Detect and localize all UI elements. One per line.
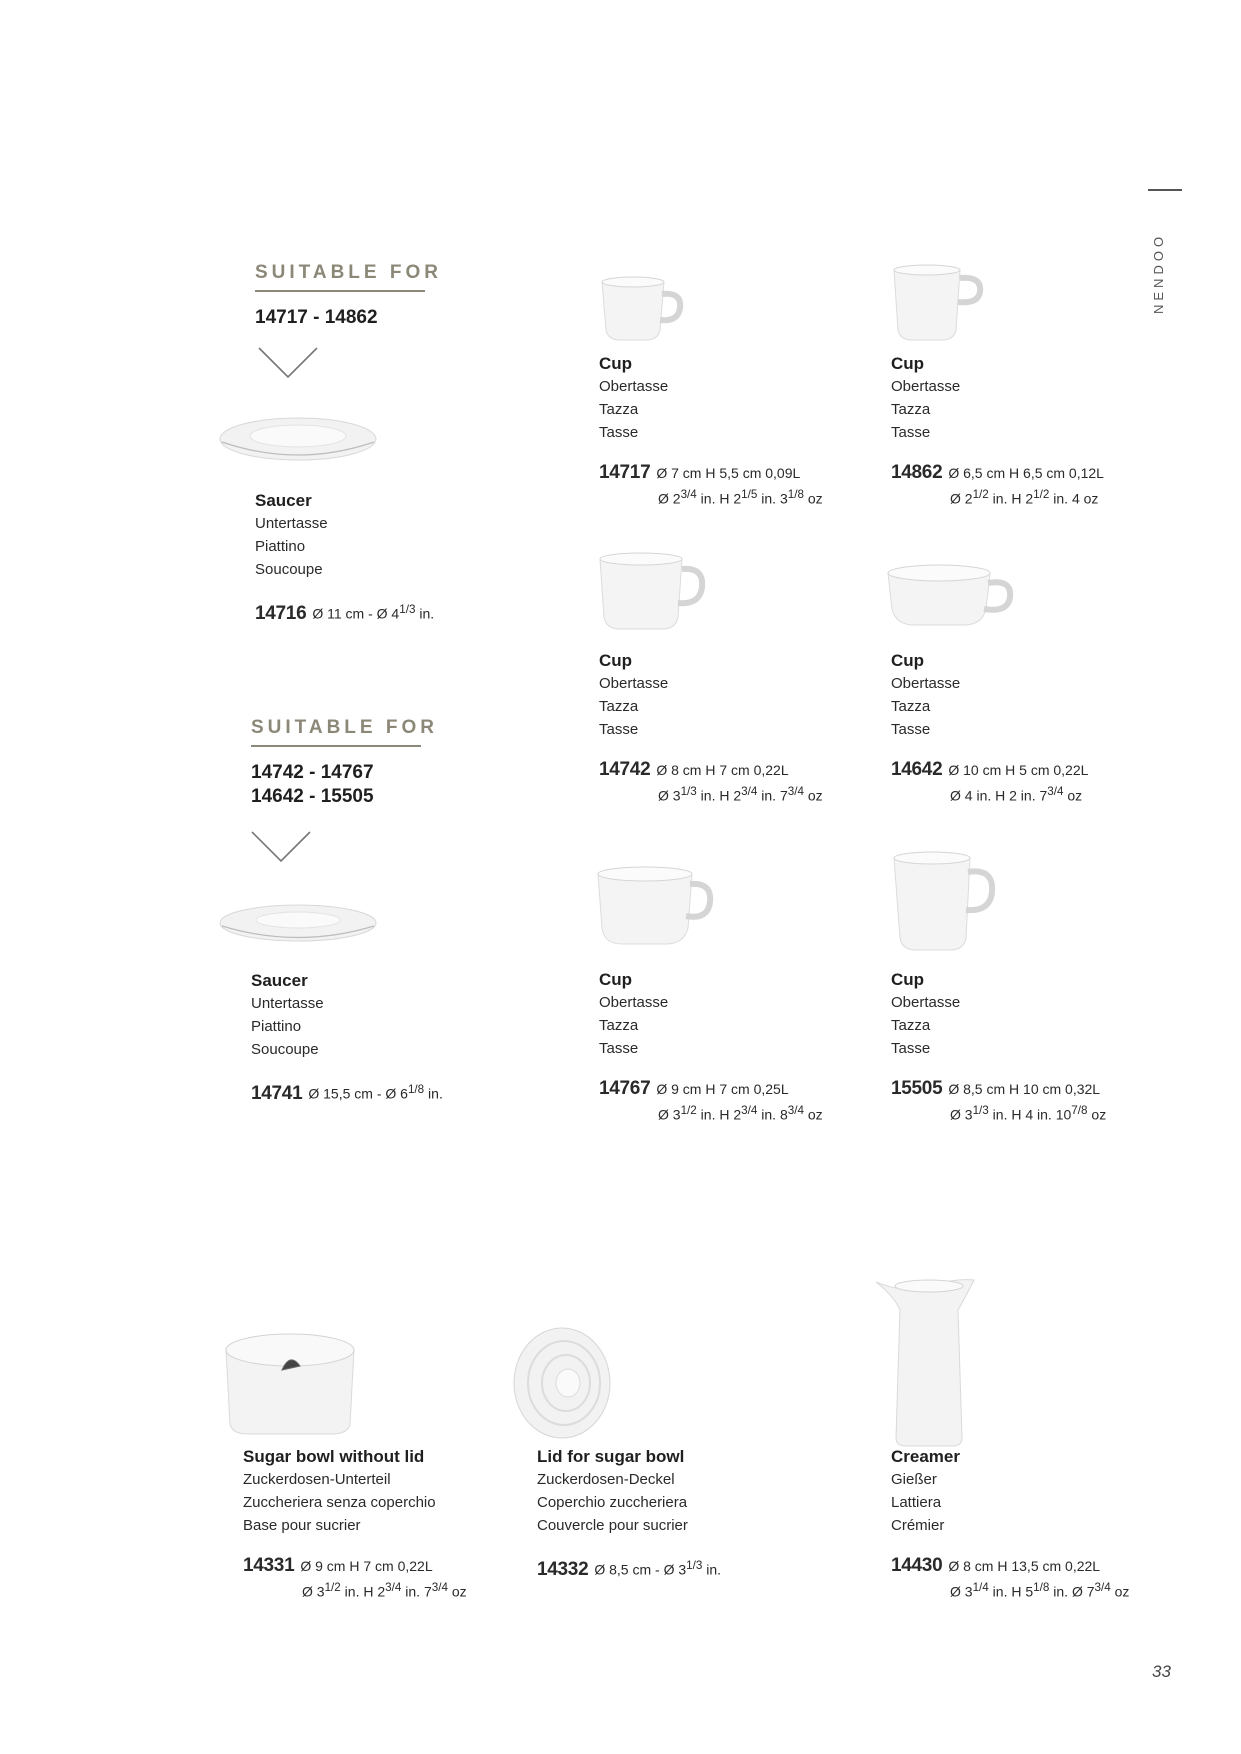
- product-name: Cup: [891, 970, 925, 989]
- saucer-small-image: [218, 416, 378, 466]
- product-name: Cup: [891, 354, 925, 373]
- product-spec: 14642 Ø 10 cm H 5 cm 0,22L: [891, 759, 1089, 780]
- product-name-de: Obertasse: [891, 994, 961, 1011]
- product-spec-imperial: Ø 4 in. H 2 in. $7^{3/4}$ oz: [950, 785, 1083, 804]
- product-name-it: Tazza: [891, 1017, 931, 1034]
- product-name-fr: Base pour sucrier: [243, 1517, 361, 1534]
- product-cup-14767: [599, 968, 823, 1126]
- product-name: Saucer: [251, 971, 308, 990]
- product-spec: 14717 Ø 7 cm H 5,5 cm 0,09L: [599, 462, 801, 483]
- product-spec-imperial: Ø $3^{1/3}$ in. H $2^{3/4}$ in. $7^{3/4}$ oz: [658, 785, 823, 804]
- page-number: 33: [1152, 1662, 1171, 1681]
- product-name-it: Tazza: [891, 698, 931, 715]
- product-spec: 14716 Ø 11 cm - Ø $4^{1/3}$ in.: [255, 602, 435, 624]
- product-name-fr: Tasse: [891, 721, 931, 738]
- product-name: Cup: [599, 651, 633, 670]
- suitable-codes: 14642 - 15505: [251, 786, 374, 807]
- product-name-it: Lattiera: [891, 1494, 942, 1511]
- product-code: 15505: [891, 1078, 943, 1099]
- product-name-it: Piattino: [251, 1018, 302, 1035]
- brand-label: NENDOO: [1151, 232, 1166, 314]
- product-creamer-14430: [891, 1445, 1129, 1603]
- creamer-image: [874, 1270, 984, 1450]
- product-spec: 14862 Ø 6,5 cm H 6,5 cm 0,12L: [891, 462, 1104, 483]
- product-code: 14331: [243, 1555, 295, 1576]
- product-name: Creamer: [891, 1447, 960, 1466]
- product-cup-14862: [891, 352, 1104, 510]
- suitable-for-rule: [251, 745, 421, 747]
- product-spec: 14767 Ø 9 cm H 7 cm 0,25L: [599, 1078, 789, 1099]
- sugar-bowl-image: [220, 1328, 360, 1438]
- suitable-codes: 14717 - 14862: [255, 307, 378, 328]
- product-name-it: Tazza: [891, 401, 931, 418]
- product-name-de: Obertasse: [599, 675, 669, 692]
- product-name-fr: Couvercle pour sucrier: [537, 1517, 688, 1534]
- product-spec-imperial: Ø $3^{1/2}$ in. H $2^{3/4}$ in. $8^{3/4}$ oz: [658, 1104, 823, 1123]
- product-name-de: Obertasse: [599, 378, 669, 395]
- product-cup-14717: [599, 352, 823, 510]
- sugar-lid-image: [512, 1326, 612, 1440]
- product-code: 14430: [891, 1555, 943, 1576]
- product-spec-imperial: Ø $3^{1/3}$ in. H 4 in. $10^{7/8}$ oz: [950, 1104, 1107, 1123]
- product-name-it: Zuccheriera senza coperchio: [243, 1494, 436, 1511]
- cup-14862-image: [888, 262, 988, 344]
- product-saucer-14741: [251, 969, 443, 1105]
- product-name-de: Gießer: [891, 1471, 937, 1488]
- product-name: Cup: [599, 354, 633, 373]
- product-name: Cup: [891, 651, 925, 670]
- product-spec-imperial: Ø $3^{1/2}$ in. H $2^{3/4}$ in. $7^{3/4}$ oz: [302, 1581, 467, 1600]
- suitable-for-block-1: [255, 262, 442, 330]
- product-code: 14742: [599, 759, 651, 780]
- suitable-for-heading: SUITABLE FOR: [251, 717, 438, 738]
- product-saucer-14716: [255, 489, 434, 625]
- product-name: Sugar bowl without lid: [243, 1447, 425, 1466]
- product-name: Saucer: [255, 491, 312, 510]
- product-code: 14767: [599, 1078, 651, 1099]
- product-name-fr: Crémier: [891, 1517, 945, 1534]
- suitable-for-block-2: [251, 717, 438, 809]
- product-name-fr: Soucoupe: [255, 561, 323, 578]
- product-name-de: Zuckerdosen-Unterteil: [243, 1471, 391, 1488]
- product-spec: 15505 Ø 8,5 cm H 10 cm 0,32L: [891, 1078, 1101, 1099]
- product-name-de: Untertasse: [255, 515, 328, 532]
- product-name-it: Tazza: [599, 401, 639, 418]
- product-code: 14741: [251, 1082, 303, 1104]
- brand-rule: [1148, 189, 1182, 191]
- product-name-de: Zuckerdosen-Deckel: [537, 1471, 675, 1488]
- cup-15505-image: [890, 850, 1002, 954]
- product-spec: 14430 Ø 8 cm H 13,5 cm 0,22L: [891, 1555, 1101, 1576]
- product-name-fr: Tasse: [599, 1040, 639, 1057]
- product-spec: 14331 Ø 9 cm H 7 cm 0,22L: [243, 1555, 433, 1576]
- saucer-large-image: [218, 903, 378, 947]
- product-name-de: Obertasse: [891, 378, 961, 395]
- product-name-fr: Soucoupe: [251, 1041, 319, 1058]
- product-name-de: Untertasse: [251, 995, 324, 1012]
- cup-14642-image: [886, 561, 1016, 631]
- product-spec-imperial: Ø $2^{1/2}$ in. H $2^{1/2}$ in. 4 oz: [950, 488, 1099, 507]
- product-spec: 14741 Ø 15,5 cm - Ø $6^{1/8}$ in.: [251, 1082, 443, 1104]
- product-name-fr: Tasse: [599, 721, 639, 738]
- product-sugar-lid-14332: [537, 1445, 721, 1581]
- suitable-for-heading: SUITABLE FOR: [255, 262, 442, 283]
- cup-14717-image: [594, 274, 684, 344]
- cup-14767-image: [594, 864, 714, 950]
- product-code: 14332: [537, 1558, 589, 1580]
- chevron-down-icon: [251, 831, 311, 863]
- chevron-down-icon: [258, 347, 318, 379]
- product-spec-imperial: Ø $2^{3/4}$ in. H $2^{1/5}$ in. $3^{1/8}$ oz: [658, 488, 823, 507]
- product-name-it: Tazza: [599, 1017, 639, 1034]
- product-cup-14642: [891, 649, 1088, 807]
- product-name-de: Obertasse: [599, 994, 669, 1011]
- suitable-for-rule: [255, 290, 425, 292]
- product-code: 14716: [255, 602, 307, 624]
- product-code: 14862: [891, 462, 943, 483]
- product-name-fr: Tasse: [891, 1040, 931, 1057]
- product-spec: 14742 Ø 8 cm H 7 cm 0,22L: [599, 759, 789, 780]
- product-name-it: Tazza: [599, 698, 639, 715]
- product-name-de: Obertasse: [891, 675, 961, 692]
- product-code: 14642: [891, 759, 943, 780]
- product-cup-14742: [599, 649, 823, 807]
- product-spec-imperial: Ø $3^{1/4}$ in. H $5^{1/8}$ in. Ø $7^{3/4}$ oz: [950, 1581, 1130, 1600]
- product-name-it: Piattino: [255, 538, 306, 555]
- product-code: 14717: [599, 462, 651, 483]
- product-spec: 14332 Ø 8,5 cm - Ø $3^{1/3}$ in.: [537, 1558, 722, 1580]
- product-name-fr: Tasse: [599, 424, 639, 441]
- product-name-it: Coperchio zuccheriera: [537, 1494, 688, 1511]
- product-cup-15505: [891, 968, 1106, 1126]
- product-sugar-bowl-14331: [243, 1445, 467, 1603]
- product-name: Cup: [599, 970, 633, 989]
- cup-14742-image: [596, 551, 706, 635]
- suitable-codes: 14742 - 14767: [251, 762, 374, 783]
- product-name-fr: Tasse: [891, 424, 931, 441]
- product-name: Lid for sugar bowl: [537, 1447, 685, 1466]
